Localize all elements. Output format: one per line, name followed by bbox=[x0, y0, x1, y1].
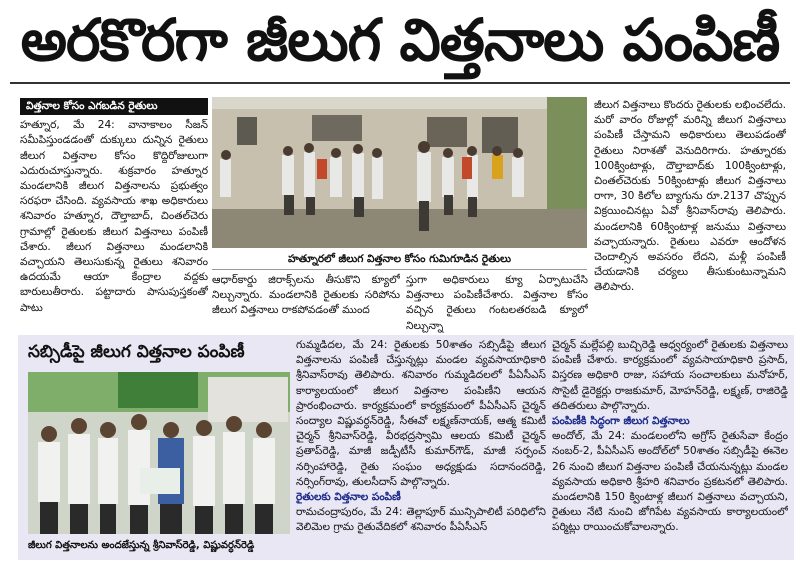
story1-col1 bbox=[20, 98, 208, 330]
story2-col1-text: గుమ్మడిదల, మే 24: రైతులకు 50శాతం సబ్సిడీపై జీలుగ విత్తనాలను పంపిణీ చేస్తున్నట్లు మండల వ్యవసాయాధికారి శ్రీనివాస్‌రావు తెలిపారు. శనివారం గుమ్మడిదలలో పీఏసీఎస్ కార్యాలయంలో జీలుగ విత్తనాల పంపిణీని ఆయన ప్రారంభించారు. కార్యక్రమంలో కార్యక్రమంలో పీఏసీఎస్ చైర్మన్ సంద్యాల విష్ణువర్ధన్‌రెడ్డి, సీఈవో లక్ష్మణ్‌నాయక్, ఆత్మ కమిటీ చైర్మన్ శ్రీనివాస్‌రెడ్డి, వీరభద్రస్వామి ఆలయ కమిటీ చైర్మన్ ప్రతాప్‌రెడ్డి, మాజీ జడ్పీటీసీ కుమార్‌గౌడ్, మాజీ సర్పంచ్ నర్సింహారెడ్డి, రైతు సంఘం అధ్యక్షుడు సదానందరెడ్డి, నర్సింగ్‌రావు, తులసీదాస్ పాల్గొన్నారు. bbox=[296, 339, 546, 488]
story2-col2 bbox=[552, 338, 788, 556]
story2-photo bbox=[28, 372, 290, 534]
page-headline: అరకొరగా జీలుగ విత్తనాలు పంపిణీ bbox=[20, 6, 780, 74]
story2-col1b-text: రామచంద్రాపురం, మే 24: తెల్లాపూర్ మున్సిపాలిటీ పరిధిలోని వెలిమెల గ్రామ రైతువేదికలో శనివారం పీఏసీఎస్ bbox=[296, 506, 546, 534]
seed-distribution-image bbox=[28, 372, 290, 534]
story1-col4: జీలుగ విత్తనాలు కొందరు రైతులకు లభించలేదు. మరో వారం రోజుల్లో మరిన్ని జీలుగ విత్తనాలు పంపిణీ చేస్తామని అధికారులు తెలుపడంతో రైతులు నిరాశతో వెనుదిరిగారు. హత్నూరకు 100క్వింటాళ్లు, దౌల్తాబాద్‌కు 100క్వింటాళ్లు, చింతల్‌చెరుకు 50క్వింటాళ్లు జీలుగ విత్తనాలు రాగా, 30 కిలోల బ్యాగును రూ.2137 చొప్పున విక్రయించినట్లు ఏవో శ్రీనివాస్‌రావు తెలిపారు. మండలానికి 60క్వింటాళ్ల జనుము విత్తనాలు వచ్చాయన్నారు. రైతులు ఎవరూ ఆందోళన చెందాల్సిన అవసరం లేదని, మళ్లీ పంపిణీ చేయడానికి చర్యలు తీసుకుంటున్నామని తెలిపారు. bbox=[594, 99, 786, 294]
story2-subhead-2: పంపిణీకి సిద్ధంగా జీలుగ విత్తనాలు bbox=[552, 415, 690, 428]
story1-tag: విత్తనాల కోసం ఎగబడిన రైతులు bbox=[20, 98, 208, 115]
story2-headline: సబ్సిడీపై జీలుగ విత్తనాల పంపిణీ bbox=[28, 342, 245, 362]
farmers-crowd-image bbox=[212, 97, 587, 248]
story1-col3: స్తుగా అధికారులు క్యూ ఏర్పాటుచేసి విత్తనాలు పంపిణీచేశారు. విత్తనాల కోసం వచ్చిన రైతులు గంటలతరబడి క్యూలో నిల్చున్నా bbox=[406, 274, 588, 332]
story2-photo-caption: జీలుగ విత్తనాలను అందజేస్తున్న శ్రీనివాస్‌రెడ్డి, విష్ణువర్ధన్‌రెడ్డి bbox=[28, 540, 255, 551]
story1-photo bbox=[212, 97, 587, 248]
story2-col2-text: చైర్మన్ మల్లేపల్లి బుచ్చిరెడ్డి ఆధ్వర్యంలో రైతులకు విత్తనాలు పంపిణీ చేశారు. కార్యక్రమంలో వ్యవసాయాధికారి ప్రసాద్, విస్తరణ అధికారి రాజు, సహాయ సంచాలకులు మనోహర్, సొసైటీ డైరెక్టర్లు రాజకుమార్, మోహన్‌రెడ్డి, లక్ష్మణ్, రాజిరెడ్డి తదితరులు పాల్గొన్నారు. bbox=[552, 339, 788, 412]
story1-col2: ఆధార్‌కార్డు జిరాక్స్‌లను తీసుకొని క్యూలో నిల్చున్నారు. మండలానికి రైతులకు సరిపోను జీలుగ విత్తనాలు రాకపోవడంతో ముంద bbox=[212, 274, 400, 317]
story1-photo-caption: హత్నూరలో జీలుగ విత్తనాల కోసం గుమిగూడిన రైతులు bbox=[212, 249, 587, 270]
story2-col1 bbox=[296, 338, 546, 556]
story1-col1-text: హత్నూర, మే 24: వానాకాలం సీజన్ సమీపిస్తుండడంతో దుక్కులు దున్నిన రైతులు జీలుగ విత్తనాల కోసం కొద్దిరోజులుగా ఎదురుచూస్తున్నారు. శుక్రవారం హత్నూర మండలానికి జీలుగ విత్తనాలను ప్రభుత్వం సరఫరా చేసింది. వ్యవసాయ శాఖ అధికారులు శనివారం హత్నూర, దౌల్తాబాద్, చింతల్‌చెరు గ్రామాల్లో రైతులకు జీలుగ విత్తనాలు పంపిణీ చేశారు. జీలుగ విత్తనాలు మండలానికి వచ్చాయని తెలుసుకున్న రైతులు శనివారం ఉదయమే ఆయా కేంద్రాల వద్దకు బారులుతీరారు. పట్టాదారు పాసుపుస్తకంతో పాటు bbox=[20, 119, 208, 314]
headline-rule bbox=[10, 82, 790, 84]
story2-subhead-1: రైతులకు విత్తనాల పంపిణీ bbox=[296, 491, 401, 504]
story2-col2b-text: అందోల్, మే 24: మండలంలోని అగ్రోస్ రైతుసేవా కేంద్రం నంబర్-2, పీఏసీఎస్ అందోల్‌లో 50శాతం సబ్సిడీపై ఈనెల 26 నుంచి జీలుగ విత్తనాల పంపిణీ చేయనున్నట్లు మండల వ్యవసాయ అధికారి శ్రీహరి శనివారం ప్రకటనలో తెలిపారు. మండలానికి 150 క్వింటాళ్ల జీలుగ విత్తనాలు వచ్చాయని, రైతులు నేటి నుంచి జోగిపేట వ్యవసాయ కార్యాలయంలో పర్మిట్లు రాయించుకోవాలన్నారు. bbox=[552, 430, 788, 534]
